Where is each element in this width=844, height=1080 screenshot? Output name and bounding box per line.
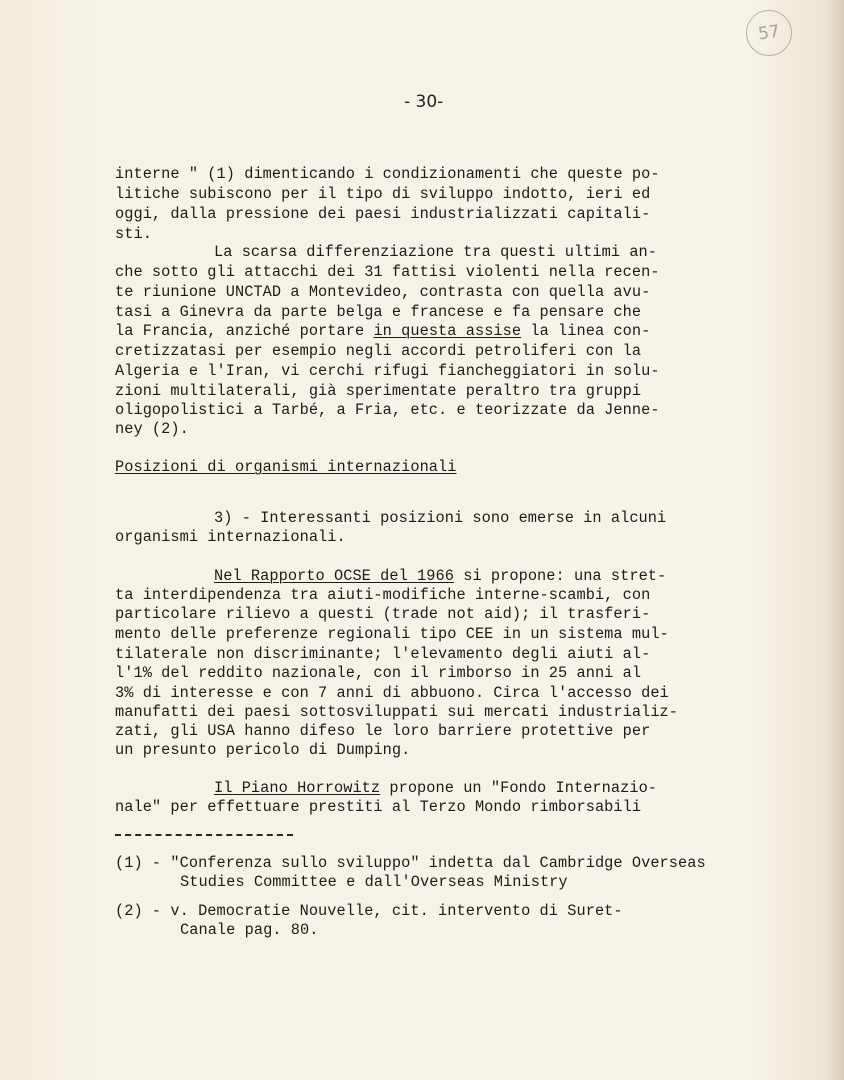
text-line: un presunto pericolo di Dumping. xyxy=(115,741,411,759)
text-line: particolare rilievo a questi (trade not aid); il trasferi- xyxy=(115,605,651,623)
underlined-phrase: Il Piano Horrowitz xyxy=(214,779,381,797)
text-segment: la linea con- xyxy=(521,322,651,340)
footnote-line: (2) - v. Democratie Nouvelle, cit. intervento di Suret- xyxy=(115,902,623,920)
text-line: Algeria e l'Iran, vi cerchi rifugi fiancheggiatori in solu- xyxy=(115,362,660,380)
footnote-line: (1) - "Conferenza sullo sviluppo" indetta dal Cambridge Overseas xyxy=(115,854,706,872)
text-line: organismi internazionali. xyxy=(115,528,346,546)
text-line: manufatti dei paesi sottosviluppati sui mercati industrializ- xyxy=(115,703,679,721)
text-line: zati, gli USA hanno difeso le loro barriere protettive per xyxy=(115,722,651,740)
text-line: tasi a Ginevra da parte belga e francese e fa pensare che xyxy=(115,303,642,321)
text-line: tilaterale non discriminante; l'elevamento degli aiuti al- xyxy=(115,645,651,663)
text-segment: la Francia, anziché portare xyxy=(115,322,374,340)
text-line: ta interdipendenza tra aiuti-modifiche interne-scambi, con xyxy=(115,586,651,604)
underlined-phrase: in questa assise xyxy=(373,322,522,340)
text-segment: si propone: una stret- xyxy=(453,567,667,585)
text-line xyxy=(115,321,650,341)
text-line: che sotto gli attacchi dei 31 fattisi violenti nella recen- xyxy=(115,263,660,281)
page-number: - 30- xyxy=(404,92,444,112)
text-line: nale" per effettuare prestiti al Terzo Mondo rimborsabili xyxy=(115,798,642,816)
text-line xyxy=(214,566,666,586)
text-line: oggi, dalla pressione dei paesi industrializzati capitali- xyxy=(115,205,651,223)
text-line: litiche subiscono per il tipo di sviluppo indotto, ieri ed xyxy=(115,185,651,203)
text-line: La scarsa differenziazione tra questi ultimi an- xyxy=(214,243,658,261)
footnote-line: Studies Committee e dall'Overseas Ministry xyxy=(180,873,568,891)
text-line: 3) - Interessanti posizioni sono emerse in alcuni xyxy=(214,509,667,527)
text-segment: propone un "Fondo Internazio- xyxy=(380,779,658,797)
text-line: te riunione UNCTAD a Montevideo, contrasta con quella avu- xyxy=(115,283,651,301)
text-line: l'1% del reddito nazionale, con il rimborso in 25 anni al xyxy=(115,664,642,682)
archive-stamp: 57 xyxy=(743,7,795,59)
page-shadow-edge xyxy=(826,0,844,1080)
text-line xyxy=(214,778,657,798)
text-line: cretizzatasi per esempio negli accordi petroliferi con la xyxy=(115,342,642,360)
text-line: ney (2). xyxy=(115,420,189,438)
text-line: sti. xyxy=(115,225,152,243)
footnote-divider xyxy=(115,834,293,836)
underlined-phrase: Nel Rapporto OCSE del 1966 xyxy=(214,567,454,585)
text-line: oligopolistici a Tarbé, a Fria, etc. e teorizzate da Jenne- xyxy=(115,401,660,419)
footnote-line: Canale pag. 80. xyxy=(180,921,319,939)
text-line: interne " (1) dimenticando i condizionamenti che queste po- xyxy=(115,165,660,183)
section-heading: Posizioni di organismi internazionali xyxy=(115,458,457,476)
text-line: zioni multilaterali, già sperimentate peraltro tra gruppi xyxy=(115,382,642,400)
text-line: 3% di interesse e con 7 anni di abbuono. Circa l'accesso dei xyxy=(115,684,669,702)
text-line: mento delle preferenze regionali tipo CEE in un sistema mul- xyxy=(115,625,669,643)
